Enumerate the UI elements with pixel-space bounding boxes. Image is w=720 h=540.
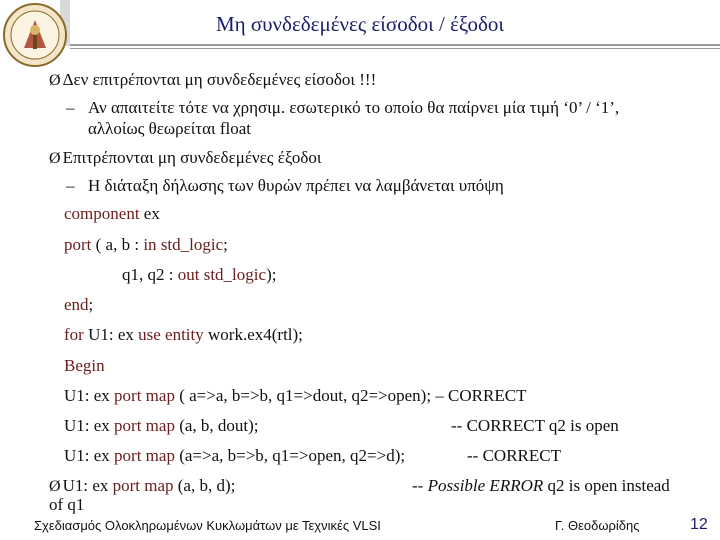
code-line: U1: ex port map (a, b, dout); (64, 416, 259, 435)
code-comment: -- CORRECT (467, 446, 561, 465)
subbullet-item: – Η διάταξη δήλωσης των θυρών πρέπει να λαμβάνεται υπόψη (66, 176, 504, 195)
bullet-item (49, 70, 376, 90)
title-rule (70, 44, 720, 46)
bullet-item (49, 148, 321, 168)
arrow-bullet-icon: Ø (49, 72, 61, 89)
code-line: port ( a, b : in std_logic; (64, 235, 228, 254)
arrow-bullet-icon: Ø (49, 478, 61, 495)
bullet-text: Δεν επιτρέπονται μη συνδεδεμένες είσοδοι !!! (62, 70, 377, 89)
slide-title: Μη συνδεδεμένες είσοδοι / έξοδοι (215, 12, 505, 36)
arrow-bullet-icon: Ø (49, 150, 61, 167)
footer-course-title: Σχεδιασμός Ολοκληρωμένων Κυκλωμάτων με Τεχνικές VLSI (34, 518, 381, 533)
code-line: q1, q2 : out std_logic); (122, 265, 277, 284)
code-line: U1: ex port map ( a=>a, b=>b, q1=>dout, q2=>open); – CORRECT (64, 386, 527, 405)
code-comment: -- Possible ERROR q2 is open instead (412, 476, 670, 495)
subbullet-item: – Αν απαιτείτε τότε να χρησιμ. εσωτερικό το οποίο θα παίρνει μία τιμή ‘0’ / ‘1’, (66, 98, 620, 117)
code-line-cont: of q1 (49, 495, 85, 514)
subbullet-text: Αν απαιτείτε τότε να χρησιμ. εσωτερικό το οποίο θα παίρνει μία τιμή ‘0’ / ‘1’, (88, 98, 620, 117)
code-line: for U1: ex use entity work.ex4(rtl); (64, 325, 303, 344)
subbullet-text: Η διάταξη δήλωσης των θυρών πρέπει να λαμβάνεται υπόψη (88, 176, 504, 195)
page-number: 12 (690, 516, 708, 533)
code-line: Ø U1: ex port map (a, b, d); (49, 476, 236, 495)
title-rule-thin (70, 48, 720, 49)
footer-author: Γ. Θεοδωρίδης (555, 518, 640, 533)
code-comment: -- CORRECT q2 is open (451, 416, 619, 435)
code-line: U1: ex port map (a=>a, b=>b, q1=>open, q2=>d); (64, 446, 406, 465)
bullet-text: Επιτρέπονται μη συνδεδεμένες έξοδοι (62, 148, 322, 167)
code-line: component ex (64, 204, 160, 223)
code-line: end; (64, 295, 94, 314)
code-line: Begin (64, 356, 105, 375)
subbullet-text-cont: αλλοίως θεωρείται float (88, 119, 252, 138)
